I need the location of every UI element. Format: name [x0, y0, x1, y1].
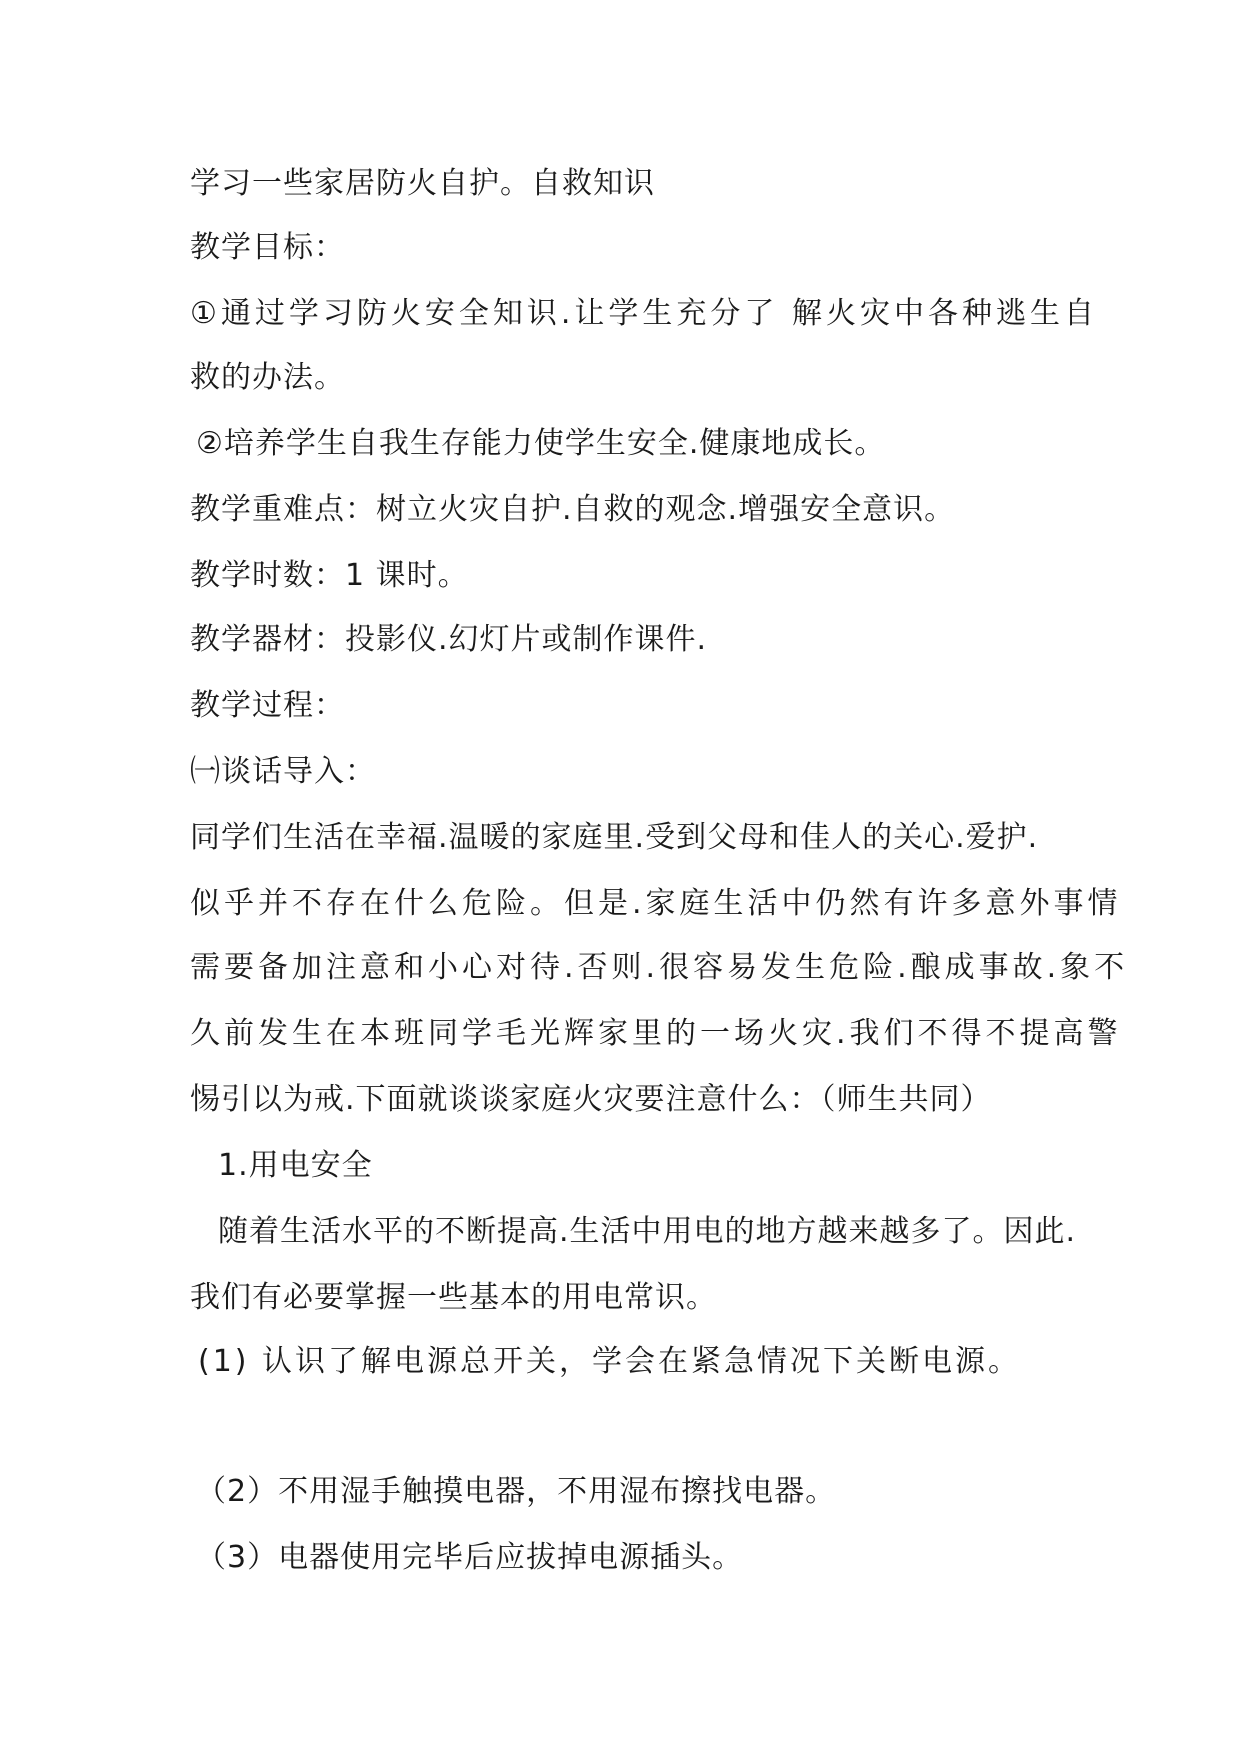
text-line-item-2: （2）不用湿手触摸电器，不用湿布擦找电器。 — [196, 1474, 837, 1509]
text-line-teaching-goals: 教学目标： — [190, 230, 345, 265]
text-line-goal-2: ②培养学生自我生存能力使学生安全.健康地成长。 — [196, 426, 886, 461]
text-line-intro-heading: ㈠谈话导入： — [190, 754, 376, 789]
text-line-electric-para-1: 随着生活水平的不断提高.生活中用电的地方越来越多了。因此. — [218, 1214, 1077, 1249]
text-line-key-points: 教学重难点：树立火灾自护.自救的观念.增强安全意识。 — [190, 492, 956, 527]
text-line-goal-1: ①通过学习防火安全知识.让学生充分了 解火灾中各种逃生自 — [190, 296, 1098, 331]
text-line-process: 教学过程： — [190, 688, 345, 723]
text-line-section-electric: 1.用电安全 — [218, 1148, 373, 1183]
text-line-item-3: （3）电器使用完毕后应拔掉电源插头。 — [196, 1540, 744, 1575]
text-line-item-1: (1) 认识了解电源总开关，学会在紧急情况下关断电源。 — [198, 1344, 1022, 1379]
text-line-paragraph-4: 久前发生在本班同学毛光辉家里的一场火灾.我们不得不提高警 — [190, 1016, 1122, 1051]
text-line-paragraph-1: 同学们生活在幸福.温暖的家庭里.受到父母和佳人的关心.爱护. — [190, 820, 1039, 855]
text-line-equipment: 教学器材：投影仪.幻灯片或制作课件. — [190, 622, 708, 657]
text-line-paragraph-3: 需要备加注意和小心对待.否则.很容易发生危险.酿成事故.象不 — [190, 950, 1129, 985]
text-line-title: 学习一些家居防火自护。自救知识 — [190, 166, 655, 201]
text-line-class-hours: 教学时数：1 课时。 — [190, 558, 469, 593]
text-line-goal-1-cont: 救的办法。 — [190, 360, 345, 395]
text-line-paragraph-5: 惕引以为戒.下面就谈谈家庭火灾要注意什么：（师生共同） — [190, 1082, 992, 1117]
text-line-electric-para-2: 我们有必要掌握一些基本的用电常识。 — [190, 1280, 717, 1315]
text-line-paragraph-2: 似乎并不存在什么危险。但是.家庭生活中仍然有许多意外事情 — [190, 886, 1122, 921]
